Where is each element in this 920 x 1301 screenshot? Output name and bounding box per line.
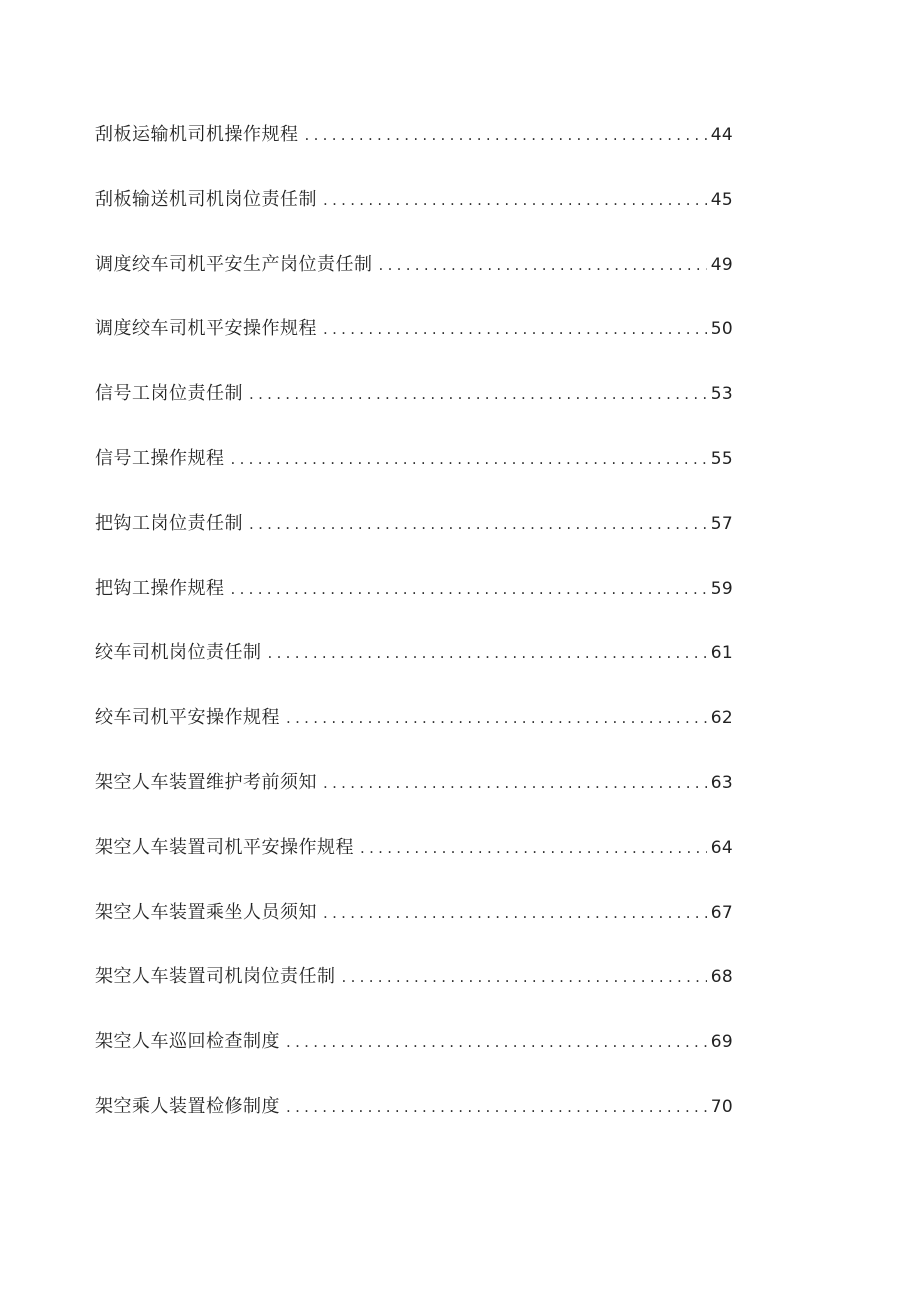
toc-entry[interactable] (95, 1025, 733, 1090)
toc-entry-title: 架空人车装置维护考前须知 (95, 771, 317, 793)
toc-entry-page-number: 61 (710, 643, 733, 664)
toc-entry[interactable] (95, 766, 733, 831)
toc-dot-leader (323, 766, 707, 800)
toc-dot-leader (323, 312, 707, 346)
toc-entry-page-number: 57 (710, 513, 733, 534)
toc-entry-page-number: 59 (710, 578, 733, 599)
toc-dot-leader (249, 377, 707, 411)
toc-entry-page-number: 70 (710, 1096, 733, 1117)
toc-entry[interactable] (95, 831, 733, 896)
toc-entry-page-number: 50 (710, 319, 733, 340)
toc-entry-page-number: 55 (710, 448, 733, 469)
toc-entry[interactable] (95, 312, 733, 377)
toc-dot-leader (268, 636, 707, 670)
toc-entry-title: 调度绞车司机平安生产岗位责任制 (95, 253, 373, 275)
toc-entry-title: 架空人车装置司机岗位责任制 (95, 966, 336, 988)
toc-entry-title: 把钩工操作规程 (95, 577, 225, 599)
toc-entry-title: 刮板运输机司机操作规程 (95, 124, 299, 145)
toc-entry-page-number: 69 (710, 1032, 733, 1053)
toc-entry-title: 调度绞车司机平安操作规程 (95, 318, 317, 340)
toc-dot-leader (231, 442, 707, 476)
toc-entry-title: 信号工岗位责任制 (95, 383, 243, 405)
toc-entry[interactable] (95, 118, 733, 183)
toc-entry-title: 绞车司机岗位责任制 (95, 642, 262, 664)
toc-entry-title: 架空乘人装置检修制度 (95, 1095, 280, 1117)
toc-entry-title: 信号工操作规程 (95, 447, 225, 469)
toc-dot-leader (323, 896, 707, 930)
toc-entry[interactable] (95, 248, 733, 313)
toc-dot-leader (305, 118, 707, 152)
toc-entry-page-number: 49 (710, 254, 733, 275)
toc-entry-page-number: 64 (710, 837, 733, 858)
toc-entry[interactable] (95, 636, 733, 701)
toc-entry-title: 刮板输送机司机岗位责任制 (95, 188, 317, 210)
toc-entry[interactable] (95, 442, 733, 507)
toc-entry[interactable] (95, 183, 733, 248)
toc-entry-page-number: 45 (710, 189, 733, 210)
toc-entry-page-number: 63 (710, 772, 733, 793)
toc-dot-leader (286, 1025, 707, 1059)
toc-dot-leader (249, 507, 707, 541)
toc-entry[interactable] (95, 960, 733, 1025)
toc-dot-leader (360, 831, 707, 865)
toc-entry[interactable] (95, 377, 733, 442)
toc-entry-page-number: 68 (710, 967, 733, 988)
toc-entry-page-number: 53 (710, 384, 733, 405)
toc-dot-leader (342, 960, 707, 994)
toc-entry-page-number: 67 (710, 902, 733, 923)
toc-entry-title: 架空人车装置乘坐人员须知 (95, 901, 317, 923)
toc-entry-page-number: 44 (710, 125, 733, 145)
toc-entry-title: 架空人车装置司机平安操作规程 (95, 836, 354, 858)
toc-dot-leader (323, 183, 707, 217)
toc-entry[interactable] (95, 896, 733, 961)
toc-entry-title: 把钩工岗位责任制 (95, 512, 243, 534)
toc-dot-leader (379, 248, 707, 282)
toc-entry[interactable] (95, 507, 733, 572)
toc-dot-leader (286, 701, 707, 735)
toc-dot-leader (231, 572, 707, 606)
toc-entry[interactable] (95, 1090, 733, 1155)
toc-entry-title: 架空人车巡回检查制度 (95, 1031, 280, 1053)
toc-entry-page-number: 62 (710, 708, 733, 729)
toc-entry-title: 绞车司机平安操作规程 (95, 707, 280, 729)
table-of-contents (95, 118, 733, 1155)
toc-dot-leader (286, 1090, 707, 1124)
toc-entry[interactable] (95, 701, 733, 766)
toc-entry[interactable] (95, 572, 733, 637)
